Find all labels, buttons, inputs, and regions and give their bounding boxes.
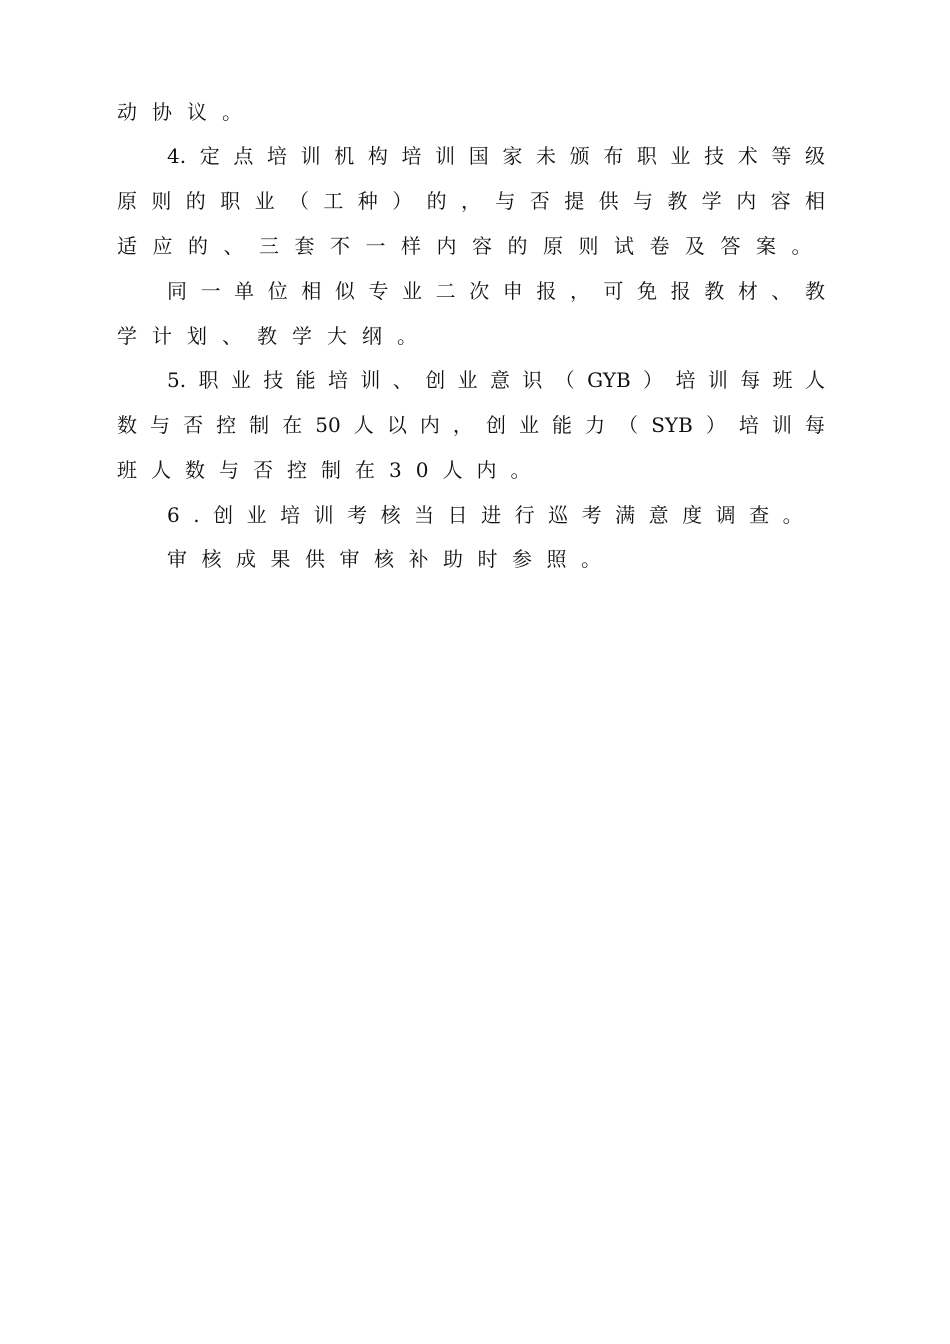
text-line: 审核成果供审核补助时参照。 — [167, 547, 616, 571]
text-line: 5.职业技能培训、创业意识（GYB）培训每班人 — [167, 368, 825, 392]
text-line: 适应的、三套不一样内容的原则试卷及答案。 — [117, 234, 827, 258]
text-line: 6.创业培训考核当日进行巡考满意度调查。 — [167, 503, 817, 527]
text-line: 同一单位相似专业二次申报，可免报教材、教 — [167, 279, 825, 303]
text-line: 学计划、教学大纲。 — [117, 324, 432, 348]
text-line: 4.定点培训机构培训国家未颁布职业技术等级 — [167, 144, 825, 168]
text-line: 原则的职业（工种）的，与否提供与教学内容相 — [117, 189, 825, 213]
text-line: 班人数与否控制在30人内。 — [117, 458, 545, 482]
text-line: 数与否控制在50人以内，创业能力（SYB）培训每 — [117, 413, 825, 437]
text-line: 动协议。 — [117, 100, 257, 124]
